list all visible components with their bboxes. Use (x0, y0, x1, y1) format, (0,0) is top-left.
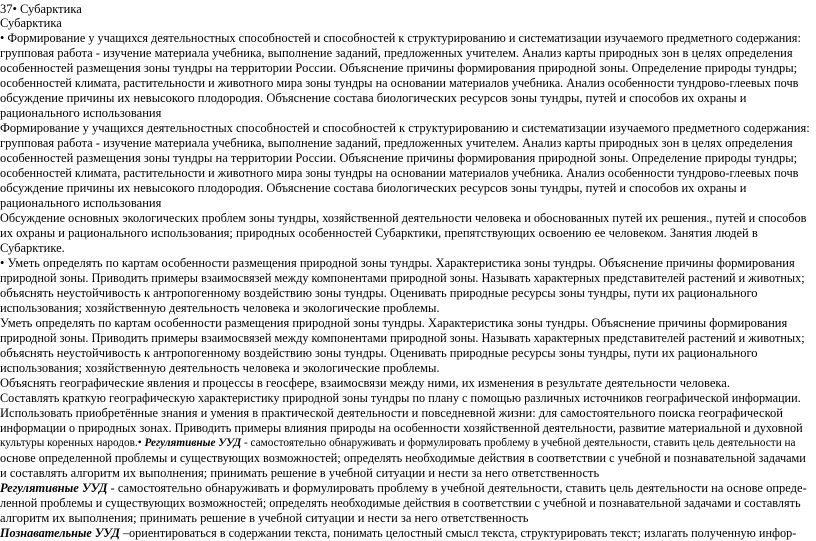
text-line: Субарктике. (0, 241, 65, 255)
regulatory-uud-heading: Регулятивные УУД (0, 481, 108, 495)
text-line: и составлять алгоритм их выполнения; принимать решение в учебной ситуации и нести за него ответственность (0, 466, 600, 480)
doc-title: 37• Субарктика (0, 2, 82, 16)
text-line: рационального использования (0, 106, 162, 120)
text-line: информации о природных зонах. Приводить примеры влияния природы на особенности хозяйственной деятельности, развитие материальной и духовной (0, 421, 803, 435)
text-line: алгоритм их выполнения; принимать решение в учебной ситуации и нести за него ответственность (0, 511, 529, 525)
text-line: ленной проблемы и существующих возможностей; определять необходимые действия в соответствии с учебной и познавательной задачами и составлять (0, 496, 801, 510)
text-span: - самостоятельно обнаруживать и формулировать проблему в учебной деятельности, ставить цель деятельности на (241, 437, 796, 449)
doc-subtitle: Субарктика (0, 16, 62, 30)
text-line: особенностей размещения зоны тундры на территории России. Объяснение причины формирования природной зоны. Определение природы тундры; (0, 61, 798, 75)
text-line: обсуждение причины их невысокого плодородия. Объяснение состава биологических ресурсов зоны тундры, путей и способов их охраны и (0, 91, 747, 105)
text-span: - самостоятельно обнаруживать и формулировать проблему в учебной деятельности, ставить цель деятельности на основе опреде- (107, 481, 807, 495)
text-line: использования; хозяйственную деятельность человека и экологические проблемы. (0, 301, 440, 315)
text-line: рационального использования (0, 196, 162, 210)
text-line: обсуждение причины их невысокого плодородия. Объяснение состава биологических ресурсов зоны тундры, путей и способов их охраны и (0, 181, 747, 195)
text-line: • Формирование у учащихся деятельностных способностей и способностей к структурированию и систематизации изучаемого предметного содержания: (0, 31, 801, 45)
text-line: использования; хозяйственную деятельность человека и экологические проблемы. (0, 361, 440, 375)
text-line: Объяснять географические явления и процессы в геосфере, взаимосвязи между ними, их изменения в результате деятельности человека. (0, 376, 730, 390)
text-line: групповая работа - изучение материала учебника, выполнение заданий, предложенных учителем. Анализ карты природных зон в целях определения (0, 136, 793, 150)
text-line: Обсуждение основных экологических проблем зоны тундры, хозяйственной деятельности человека и обоснованных путей их решения., путей и способов (0, 211, 807, 225)
text-line: Составлять краткую географическую характеристику природной зоны тундры по плану с помощью различных источников географической информации. (0, 391, 801, 405)
text-line: объяснять неустойчивость к антропогенному воздействию зоны тундры. Оценивать природные ресурсы зоны тундры, пути их рационального (0, 346, 758, 360)
cognitive-uud-heading: Познавательные УУД (0, 526, 120, 540)
text-line: особенностей климата, растительности и животного мира зоны тундры на основании материалов учебника. Анализ особенности тундрово-глеевых почв (0, 76, 799, 90)
text-line: особенностей размещения зоны тундры на территории России. Объяснение причины формирования природной зоны. Определение природы тундры; (0, 151, 798, 165)
text-span: –ориентироваться в содержании текста, понимать целостный смысл текста, структурировать текст; излагать полученную инфор- (119, 526, 797, 540)
text-span: культуры коренных народов.• (0, 437, 145, 449)
text-line (0, 525, 796, 541)
text-line: основе определенной проблемы и существующих возможностей; определять необходимые действия в соответствии с учебной и познавательной задачами (0, 451, 806, 465)
text-line: особенностей климата, растительности и животного мира зоны тундры на основании материалов учебника. Анализ особенности тундрово-глеевых почв (0, 166, 799, 180)
text-line: их охраны и рационального использования; природных особенностей Субарктики, препятствующих освоению ее человеком. Занятия людей в (0, 226, 758, 240)
text-line: природной зоны. Приводить примеры взаимосвязей между компонентами природной зоны. Называть характерных представителей растений и животных; (0, 331, 805, 345)
text-line: природной зоны. Приводить примеры взаимосвязей между компонентами природной зоны. Называть характерных представителей растений и животных; (0, 271, 805, 285)
text-line: групповая работа - изучение материала учебника, выполнение заданий, предложенных учителем. Анализ карты природных зон в целях определения (0, 46, 793, 60)
text-line: Уметь определять по картам особенности размещения природной зоны тундры. Характеристика зоны тундры. Объяснение причины формирования (0, 316, 788, 330)
text-line: • Уметь определять по картам особенности размещения природной зоны тундры. Характеристика зоны тундры. Объяснение причины формирования (0, 256, 795, 270)
text-line: Формирование у учащихся деятельностных способностей и способностей к структурированию и систематизации изучаемого предметного содержания: (0, 121, 810, 135)
regulatory-uud-heading: Регулятивные УУД (144, 437, 242, 449)
text-line: Использовать приобретённые знания и умения в практической деятельности и повседневной жизни: для самостоятельного поиска географической (0, 406, 783, 420)
text-line: объяснять неустойчивость к антропогенному воздействию зоны тундры. Оценивать природные ресурсы зоны тундры, пути их рационального (0, 286, 758, 300)
